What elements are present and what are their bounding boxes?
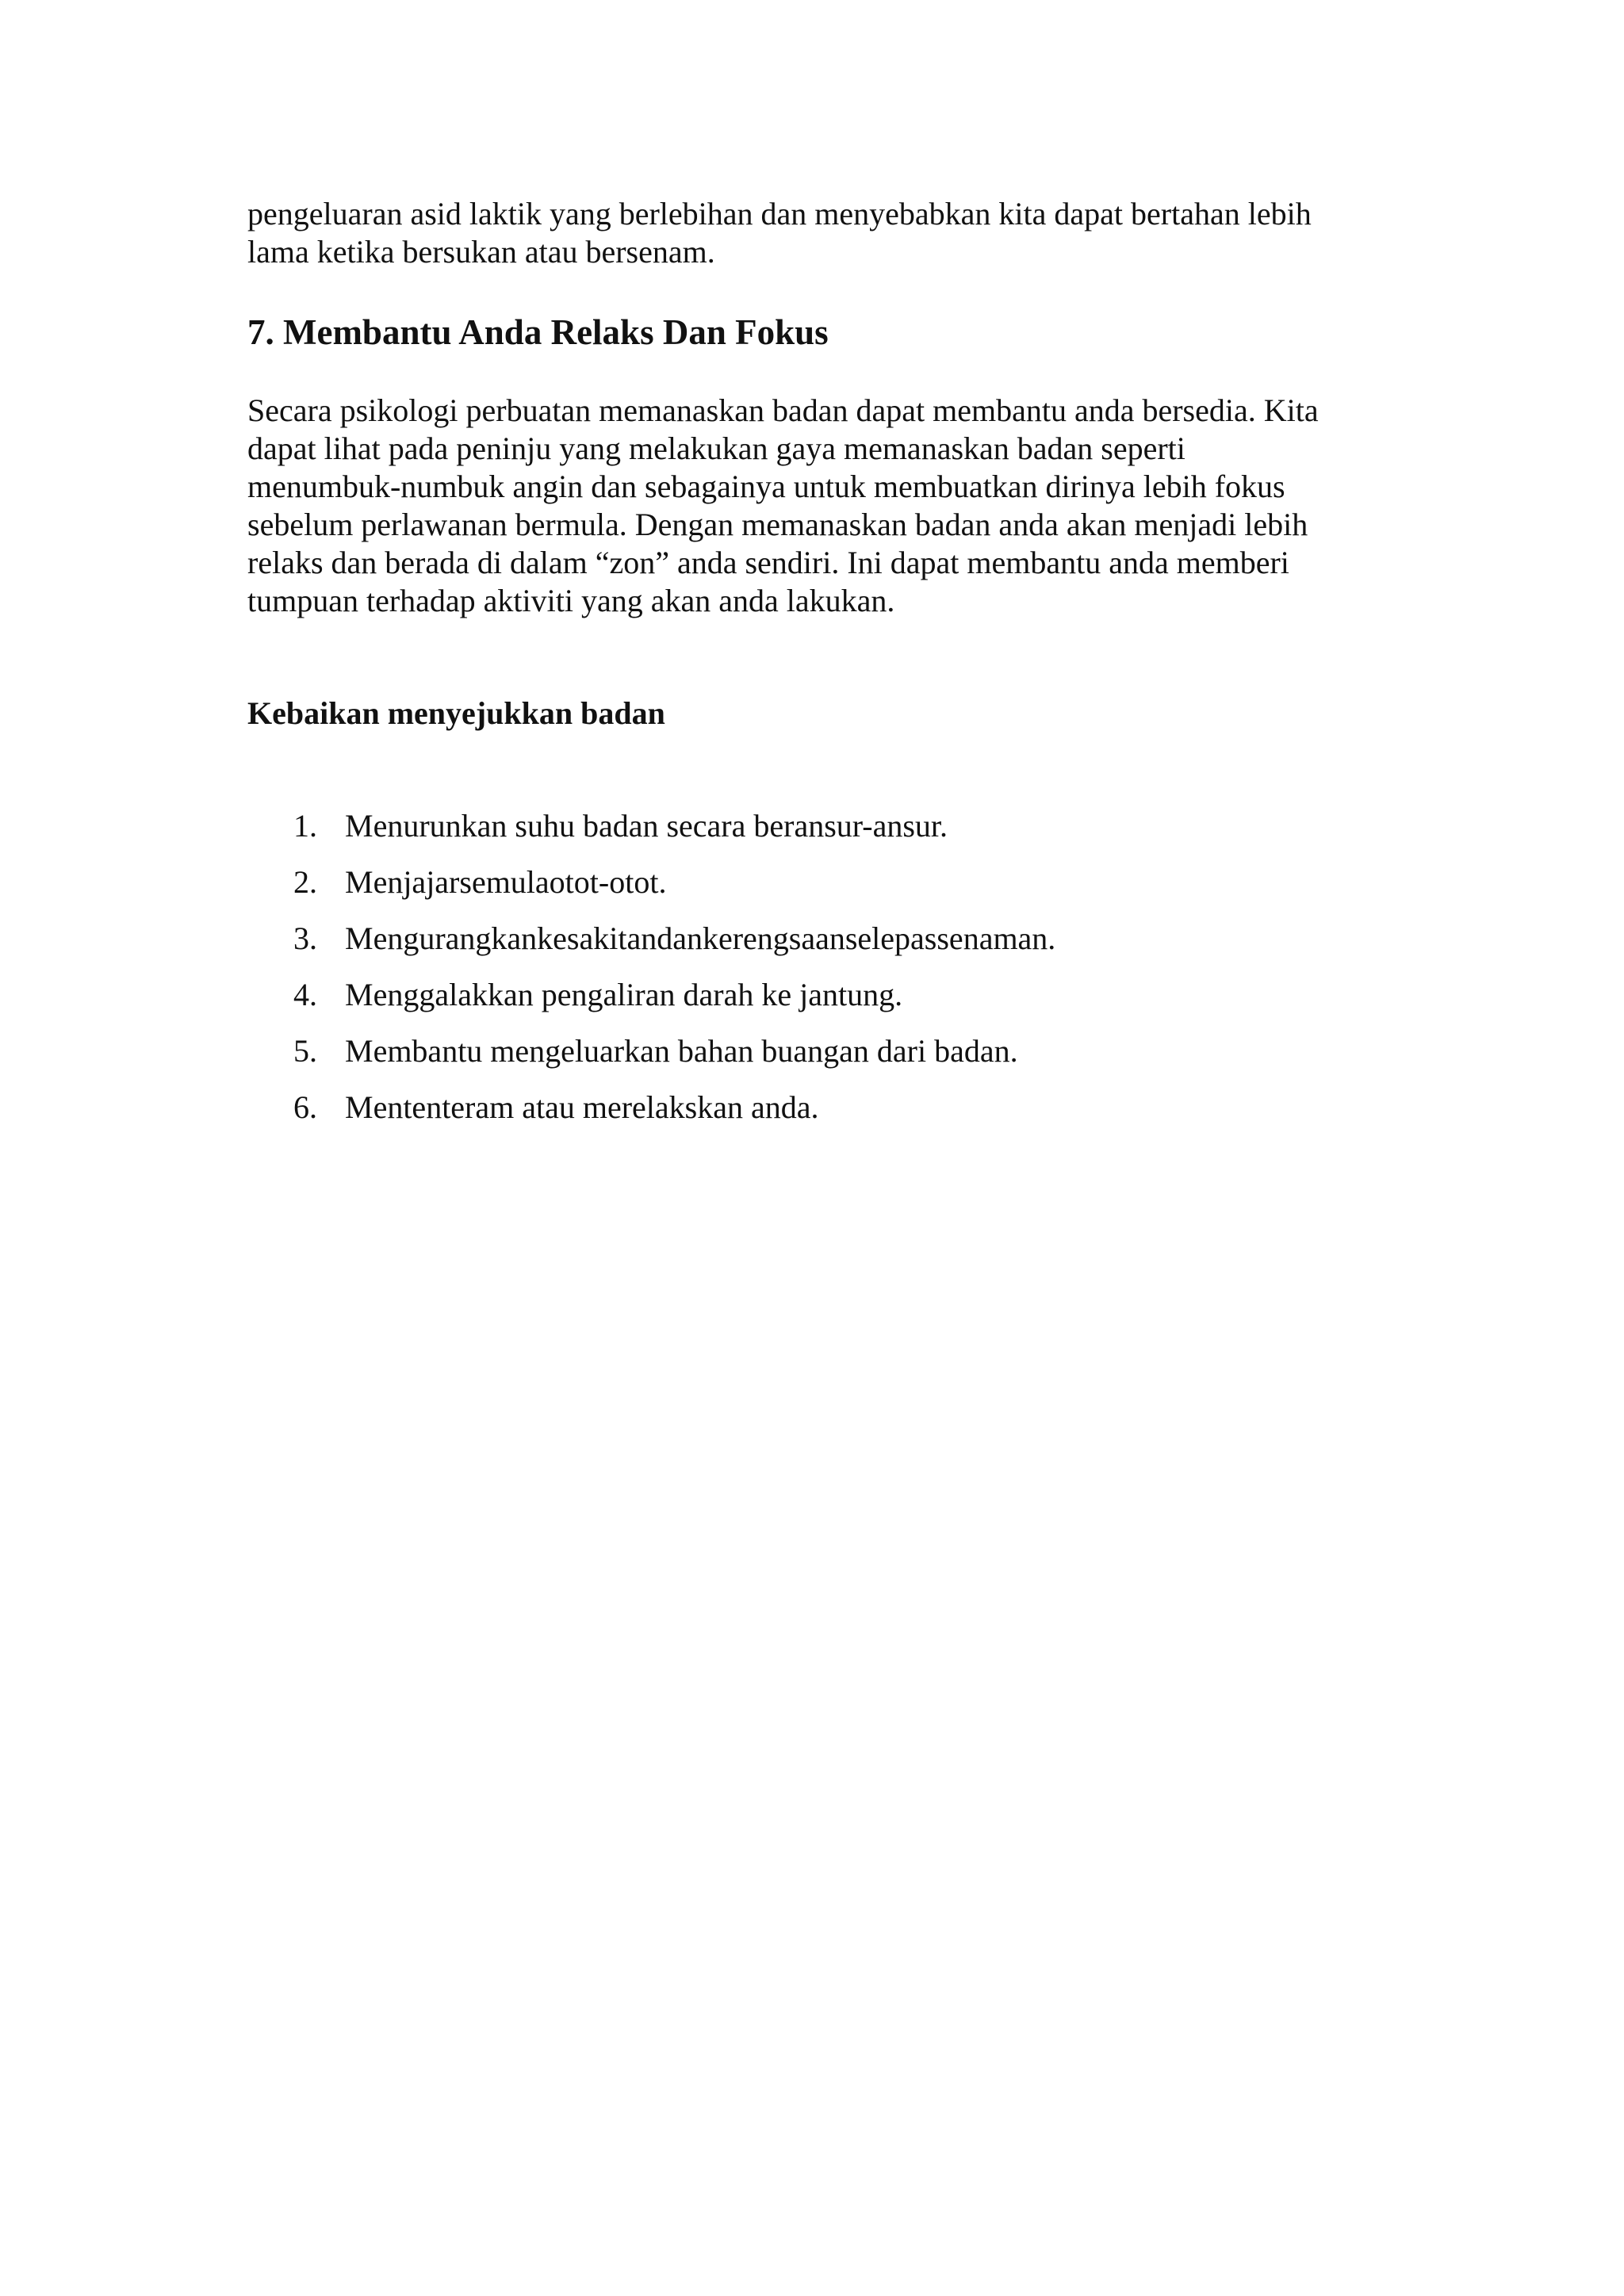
section-paragraph bbox=[247, 392, 1389, 620]
intro-paragraph bbox=[247, 195, 1389, 271]
list-text: Menggalakkan pengaliran darah ke jantung. bbox=[345, 977, 903, 1012]
list-text: Membantu mengeluarkan bahan buangan dari badan. bbox=[345, 1033, 1018, 1069]
paragraph-line: lama ketika bersukan atau bersenam. bbox=[247, 234, 715, 270]
paragraph-line: Secara psikologi perbuatan memanaskan badan dapat membantu anda bersedia. Kita bbox=[247, 392, 1319, 428]
list-number: 6. bbox=[293, 1089, 317, 1125]
paragraph-line: menumbuk-numbuk angin dan sebagainya untuk membuatkan dirinya lebih fokus bbox=[247, 469, 1285, 504]
paragraph-line: tumpuan terhadap aktiviti yang akan anda lakukan. bbox=[247, 583, 895, 618]
list-text: Menjajarsemulaotot-otot. bbox=[345, 864, 667, 900]
paragraph-line: relaks dan berada di dalam “zon” anda sendiri. Ini dapat membantu anda memberi bbox=[247, 545, 1289, 580]
list-text: Menurunkan suhu badan secara beransur-ansur. bbox=[345, 808, 948, 844]
list-number: 5. bbox=[293, 1033, 317, 1069]
paragraph-line: sebelum perlawanan bermula. Dengan memanaskan badan anda akan menjadi lebih bbox=[247, 507, 1308, 542]
list-number: 4. bbox=[293, 977, 317, 1012]
subsection-heading: Kebaikan menyejukkan badan bbox=[247, 695, 665, 731]
list-text: Mententeram atau merelakskan anda. bbox=[345, 1089, 819, 1125]
paragraph-line: dapat lihat pada peninju yang melakukan gaya memanaskan badan seperti bbox=[247, 430, 1185, 466]
paragraph-line: pengeluaran asid laktik yang berlebihan dan menyebabkan kita dapat bertahan lebih bbox=[247, 196, 1312, 232]
list-number: 2. bbox=[293, 864, 317, 900]
list-text: Mengurangkankesakitandankerengsaanselepassenaman. bbox=[345, 920, 1056, 956]
list-number: 1. bbox=[293, 808, 317, 844]
list-number: 3. bbox=[293, 920, 317, 956]
section-heading: 7. Membantu Anda Relaks Dan Fokus bbox=[247, 312, 829, 352]
